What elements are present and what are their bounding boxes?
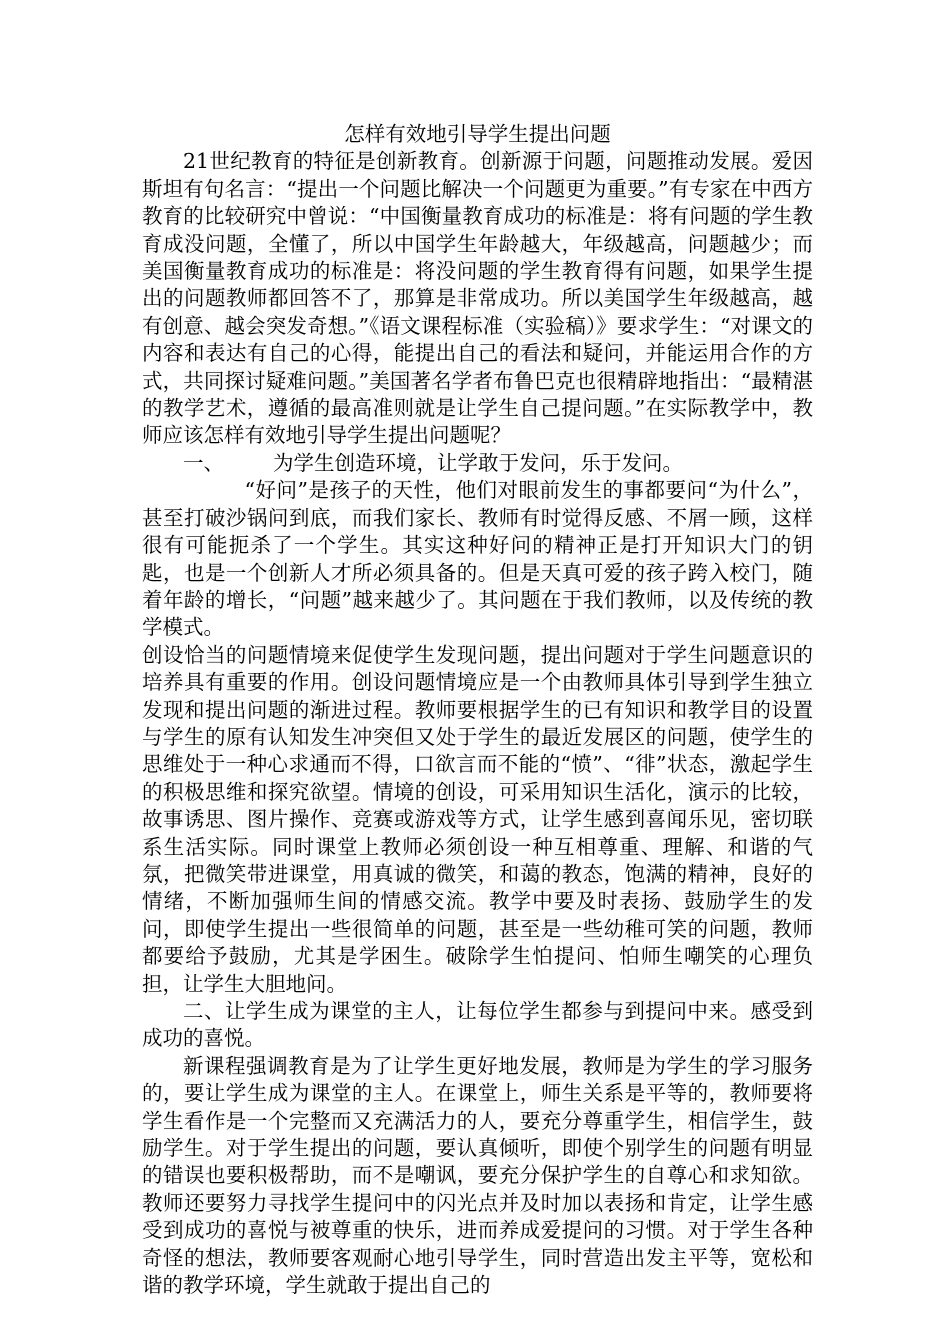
intro-paragraph: 21世纪教育的特征是创新教育。创新源于问题，问题推动发展。爱因斯坦有句名言：“提出一个问题比解决一个问题更为重要。”有专家在中西方教育的比较研究中曾说：“中国衡量教育成功的标准是：将有问题的学生教育成没问题，全懂了，所以中国学生年龄越大，年级越高，问题越少；而美国衡量教育成功的标准是：将没问题的学生教育得有问题，如果学生提出的问题教师都回答不了，那算是非常成功。所以美国学生年级越高，越有创意、越会突发奇想。”《语文课程标准（实验稿）》要求学生：“对课文的内容和表达有自己的心得，能提出自己的看法和疑问，并能运用合作的方式，共同探讨疑难问题。”美国著名学者布鲁巴克也很精辟地指出：“最精湛的教学艺术，遵循的最高准则就是让学生自己提问题。”在实际教学中，教师应该怎样有效地引导学生提出问题呢？	[142, 149, 813, 448]
section-1-paragraph-1: “好问”是孩子的天性，他们对眼前发生的事都要问“为什么”，甚至打破沙锅问到底，而我们家长、教师有时觉得反感、不屑一顾，这样很有可能扼杀了一个学生。其实这种好问的精神正是打开知识大门的钥匙，也是一个创新人才所必须具备的。但是天真可爱的孩子跨入校门，随着年龄的增长，“问题”越来越少了。其问题在于我们教师，以及传统的教学模式。	[142, 478, 813, 640]
section-2-paragraph-1: 新课程强调教育是为了让学生更好地发展，教师是为学生的学习服务的，要让学生成为课堂的主人。在课堂上，师生关系是平等的，教师要将学生看作是一个完整而又充满活力的人，要充分尊重学生，相信学生，鼓励学生。对于学生提出的问题，要认真倾听，即使个别学生的问题有明显的错误也要积极帮助，而不是嘲讽，要充分保护学生的自尊心和求知欲。教师还要努力寻找学生提问中的闪光点并及时加以表扬和肯定，让学生感受到成功的喜悦与被尊重的快乐，进而养成爱提问的习惯。对于学生各种奇怪的想法，教师要客观耐心地引导学生，同时营造出发主平等，宽松和谐的教学环境，学生就敢于提出自己的	[142, 1053, 813, 1298]
section-1-number: 一、	[183, 450, 224, 475]
document-title: 怎样有效地引导学生提出问题	[344, 122, 611, 146]
document-body	[142, 121, 813, 1299]
section-2-heading: 二、让学生成为课堂的主人，让每位学生都参与到提问中来。感受到成功的喜悦。	[142, 999, 813, 1051]
section-1-heading-text: 为学生创造环境，让学敢于发问，乐于发问。	[273, 450, 683, 475]
section-1-heading	[142, 450, 813, 477]
section-1-paragraph-2: 创设恰当的问题情境来促使学生发现问题，提出问题对于学生问题意识的培养具有重要的作用。创设问题情境应是一个由教师具体引导到学生独立发现和提出问题的渐进过程。教师要根据学生的已有知识和教学目的设置与学生的原有认知发生冲突但又处于学生的最近发展区的问题，使学生的思维处于一种心求通而不得，口欲言而不能的“愤”、“徘”状态，激起学生的积极思维和探究欲望。情境的创设，可采用知识生活化，演示的比较，故事诱思、图片操作、竞赛或游戏等方式，让学生感到喜闻乐见，密切联系生活实际。同时课堂上教师必须创设一种互相尊重、理解、和谐的气氛，把微笑带进课堂，用真诚的微笑，和蔼的教态，饱满的精神，良好的情绪，不断加强师生间的情感交流。教学中要及时表扬、鼓励学生的发问，即使学生提出一些很简单的问题，甚至是一些幼稚可笑的问题，教师都要给予鼓励，尤其是学困生。破除学生怕提问、怕师生嘲笑的心理负担，让学生大胆地问。	[142, 642, 813, 996]
